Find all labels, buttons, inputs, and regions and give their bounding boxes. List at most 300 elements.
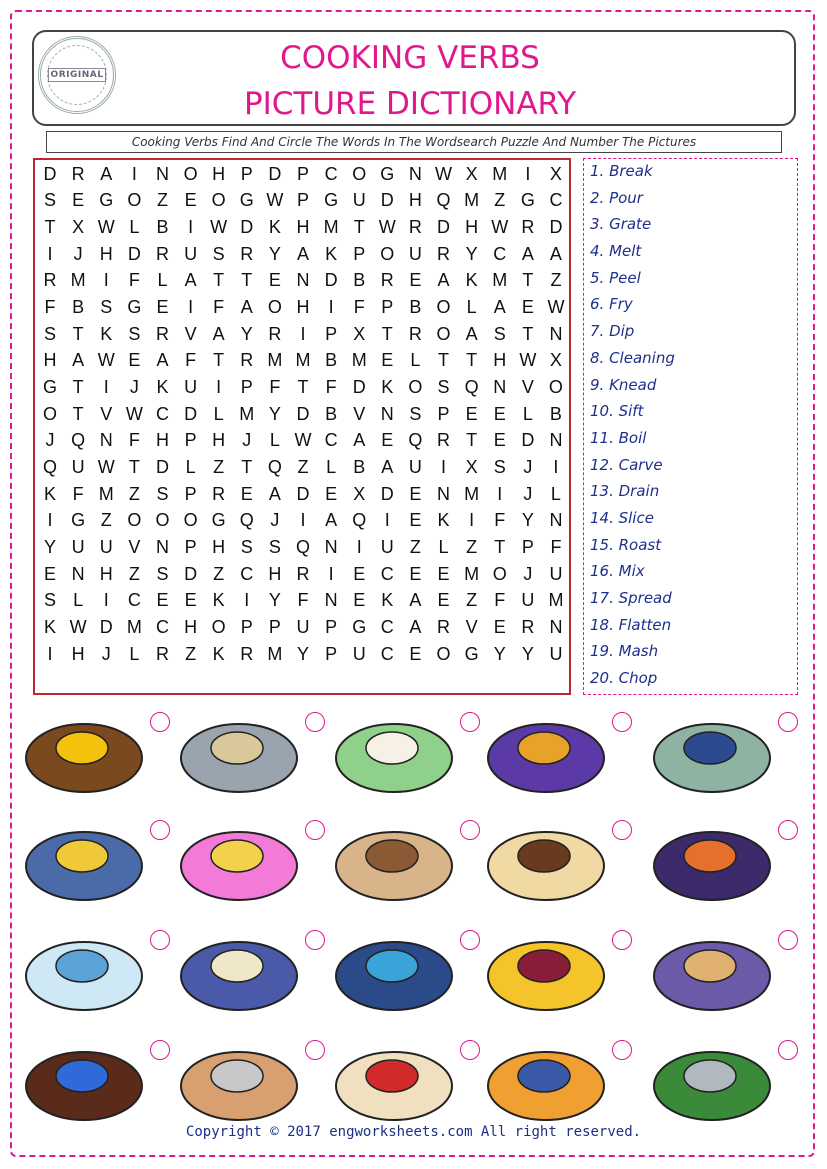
grid-letter[interactable]: K — [381, 377, 394, 398]
grid-letter[interactable]: N — [155, 536, 169, 557]
grid-letter[interactable]: H — [155, 430, 169, 451]
grid-letter[interactable]: P — [521, 536, 534, 557]
grid-letter[interactable]: M — [295, 350, 311, 371]
grid-letter[interactable]: P — [381, 297, 394, 318]
grid-letter[interactable]: H — [408, 190, 422, 211]
grid-letter[interactable]: C — [549, 190, 563, 211]
grid-letter[interactable]: E — [381, 350, 394, 371]
grid-letter[interactable]: V — [353, 403, 366, 424]
grid-letter[interactable]: C — [155, 616, 169, 637]
grid-letter[interactable]: E — [409, 563, 422, 584]
grid-letter[interactable]: I — [356, 536, 362, 557]
grid-letter[interactable]: R — [521, 616, 535, 637]
grid-letter[interactable]: A — [437, 270, 450, 291]
grid-letter[interactable]: M — [464, 483, 480, 504]
grid-letter[interactable]: Y — [296, 643, 309, 664]
grid-letter[interactable]: I — [103, 377, 109, 398]
number-bubble[interactable] — [612, 930, 632, 950]
grid-letter[interactable]: U — [380, 536, 394, 557]
grid-letter[interactable]: K — [212, 643, 225, 664]
number-bubble[interactable] — [460, 930, 480, 950]
grid-letter[interactable]: L — [326, 456, 337, 477]
grid-letter[interactable]: A — [240, 297, 253, 318]
grid-letter[interactable]: E — [353, 590, 366, 611]
grid-letter[interactable]: K — [44, 483, 57, 504]
grid-letter[interactable]: A — [353, 430, 366, 451]
grid-letter[interactable]: L — [185, 456, 196, 477]
grid-letter[interactable]: Q — [408, 430, 423, 451]
grid-letter[interactable]: G — [239, 190, 254, 211]
grid-letter[interactable]: S — [44, 190, 57, 211]
grid-letter[interactable]: I — [553, 456, 559, 477]
grid-letter[interactable]: Y — [465, 243, 478, 264]
grid-letter[interactable]: R — [380, 270, 394, 291]
grid-letter[interactable]: O — [127, 190, 142, 211]
grid-letter[interactable]: Y — [268, 243, 281, 264]
grid-letter[interactable]: Y — [521, 510, 534, 531]
grid-letter[interactable]: O — [211, 616, 226, 637]
grid-letter[interactable]: F — [72, 483, 84, 504]
grid-letter[interactable]: I — [103, 590, 109, 611]
grid-letter[interactable]: S — [44, 590, 57, 611]
grid-letter[interactable]: N — [408, 163, 422, 184]
grid-letter[interactable]: P — [184, 483, 197, 504]
grid-letter[interactable]: T — [353, 217, 365, 238]
grid-letter[interactable]: L — [213, 403, 224, 424]
grid-letter[interactable]: E — [353, 563, 366, 584]
grid-letter[interactable]: X — [549, 163, 562, 184]
grid-letter[interactable]: N — [324, 536, 338, 557]
grid-letter[interactable]: J — [523, 456, 533, 477]
grid-letter[interactable]: N — [155, 163, 169, 184]
number-bubble[interactable] — [778, 712, 798, 732]
grid-letter[interactable]: T — [466, 350, 478, 371]
grid-letter[interactable]: F — [325, 377, 337, 398]
grid-letter[interactable] — [148, 667, 176, 694]
grid-letter[interactable]: E — [493, 403, 506, 424]
grid-letter[interactable]: U — [352, 190, 366, 211]
number-bubble[interactable] — [612, 1040, 632, 1060]
grid-letter[interactable]: L — [410, 350, 421, 371]
grid-letter[interactable]: O — [183, 510, 198, 531]
grid-letter[interactable]: A — [521, 243, 534, 264]
grid-letter[interactable]: O — [155, 510, 170, 531]
grid-letter[interactable]: S — [128, 323, 141, 344]
grid-letter[interactable]: T — [213, 350, 225, 371]
grid-letter[interactable]: Z — [100, 510, 112, 531]
grid-letter[interactable]: E — [72, 190, 85, 211]
grid-letter[interactable]: R — [437, 243, 451, 264]
grid-letter[interactable]: G — [211, 510, 226, 531]
grid-letter[interactable]: U — [99, 536, 113, 557]
grid-letter[interactable]: U — [521, 590, 535, 611]
grid-letter[interactable]: J — [523, 563, 533, 584]
grid-letter[interactable]: M — [267, 643, 283, 664]
grid-letter[interactable]: T — [128, 456, 140, 477]
grid-letter[interactable] — [92, 667, 120, 694]
grid-letter[interactable]: I — [328, 297, 334, 318]
grid-letter[interactable]: D — [380, 483, 394, 504]
grid-letter[interactable]: U — [408, 456, 422, 477]
grid-letter[interactable]: A — [296, 243, 309, 264]
grid-letter[interactable] — [373, 667, 401, 694]
grid-letter[interactable]: F — [128, 270, 140, 291]
grid-letter[interactable]: Q — [464, 377, 479, 398]
grid-letter[interactable]: P — [268, 616, 281, 637]
grid-letter[interactable] — [205, 667, 233, 694]
grid-letter[interactable]: P — [296, 190, 309, 211]
grid-letter[interactable]: F — [213, 297, 225, 318]
grid-letter[interactable]: D — [268, 163, 282, 184]
grid-letter[interactable]: D — [352, 377, 366, 398]
grid-letter[interactable]: K — [465, 270, 478, 291]
grid-letter[interactable]: A — [549, 243, 562, 264]
grid-letter[interactable]: H — [99, 243, 113, 264]
grid-letter[interactable]: T — [494, 536, 506, 557]
grid-letter[interactable]: S — [493, 323, 506, 344]
grid-letter[interactable]: M — [548, 590, 564, 611]
grid-letter[interactable]: E — [156, 590, 169, 611]
grid-letter[interactable]: C — [493, 243, 507, 264]
grid-letter[interactable]: S — [409, 403, 422, 424]
grid-letter[interactable]: D — [240, 217, 254, 238]
grid-letter[interactable]: X — [353, 483, 366, 504]
grid-letter[interactable] — [64, 667, 92, 694]
grid-letter[interactable]: S — [100, 297, 113, 318]
grid-letter[interactable]: B — [549, 403, 562, 424]
grid-letter[interactable]: O — [43, 403, 58, 424]
grid-letter[interactable]: S — [493, 456, 506, 477]
grid-letter[interactable]: O — [127, 510, 142, 531]
grid-letter[interactable]: B — [72, 297, 85, 318]
grid-letter[interactable]: R — [212, 483, 226, 504]
grid-letter[interactable]: X — [72, 217, 85, 238]
grid-letter[interactable]: E — [381, 430, 394, 451]
grid-letter[interactable]: F — [494, 510, 506, 531]
grid-letter[interactable]: R — [71, 163, 85, 184]
grid-letter[interactable]: P — [240, 163, 253, 184]
grid-letter[interactable]: N — [549, 510, 563, 531]
grid-letter[interactable]: R — [240, 350, 254, 371]
grid-letter[interactable]: Z — [409, 536, 421, 557]
number-bubble[interactable] — [778, 930, 798, 950]
grid-letter[interactable]: S — [268, 536, 281, 557]
grid-letter[interactable]: T — [72, 403, 84, 424]
grid-letter[interactable]: R — [521, 217, 535, 238]
grid-letter[interactable]: E — [409, 643, 422, 664]
grid-letter[interactable]: Z — [156, 190, 168, 211]
grid-letter[interactable]: U — [549, 563, 563, 584]
number-bubble[interactable] — [460, 820, 480, 840]
grid-letter[interactable]: Q — [295, 536, 310, 557]
grid-letter[interactable]: L — [129, 217, 140, 238]
grid-letter[interactable]: P — [184, 536, 197, 557]
grid-letter[interactable]: G — [464, 643, 479, 664]
grid-letter[interactable]: M — [323, 217, 339, 238]
number-bubble[interactable] — [612, 820, 632, 840]
number-bubble[interactable] — [778, 820, 798, 840]
grid-letter[interactable]: O — [548, 377, 563, 398]
grid-letter[interactable]: V — [184, 323, 197, 344]
grid-letter[interactable] — [542, 667, 570, 694]
grid-letter[interactable]: J — [270, 510, 280, 531]
grid-letter[interactable]: Z — [128, 483, 140, 504]
grid-letter[interactable]: J — [523, 483, 533, 504]
grid-letter[interactable]: E — [156, 297, 169, 318]
grid-letter[interactable]: L — [73, 590, 84, 611]
grid-letter[interactable] — [177, 667, 205, 694]
grid-letter[interactable]: A — [493, 297, 506, 318]
grid-letter[interactable]: M — [464, 190, 480, 211]
grid-letter[interactable]: T — [241, 456, 253, 477]
grid-letter[interactable]: H — [493, 350, 507, 371]
grid-letter[interactable]: M — [464, 563, 480, 584]
grid-letter[interactable] — [429, 667, 457, 694]
grid-letter[interactable]: V — [521, 377, 534, 398]
grid-letter[interactable]: N — [549, 616, 563, 637]
grid-letter[interactable]: U — [296, 616, 310, 637]
grid-letter[interactable]: C — [155, 403, 169, 424]
grid-letter[interactable]: E — [465, 403, 478, 424]
grid-letter[interactable]: R — [155, 323, 169, 344]
grid-letter[interactable] — [317, 667, 345, 694]
grid-letter[interactable]: R — [240, 643, 254, 664]
number-bubble[interactable] — [778, 1040, 798, 1060]
grid-letter[interactable]: T — [381, 323, 393, 344]
grid-letter[interactable]: R — [408, 323, 422, 344]
grid-letter[interactable]: Z — [550, 270, 562, 291]
grid-letter[interactable] — [458, 667, 486, 694]
grid-letter[interactable]: U — [352, 643, 366, 664]
grid-letter[interactable]: Z — [213, 563, 225, 584]
grid-letter[interactable]: O — [267, 297, 282, 318]
grid-letter[interactable]: D — [296, 403, 310, 424]
grid-letter[interactable]: H — [212, 163, 226, 184]
grid-letter[interactable]: X — [465, 163, 478, 184]
grid-letter[interactable]: A — [184, 270, 197, 291]
grid-letter[interactable]: C — [380, 563, 394, 584]
grid-letter[interactable]: F — [353, 297, 365, 318]
grid-letter[interactable]: Y — [493, 643, 506, 664]
grid-letter[interactable]: S — [437, 377, 450, 398]
grid-letter[interactable]: D — [99, 616, 113, 637]
grid-letter[interactable]: O — [408, 377, 423, 398]
grid-letter[interactable] — [233, 667, 261, 694]
grid-letter[interactable]: E — [44, 563, 57, 584]
grid-letter[interactable]: R — [155, 243, 169, 264]
grid-letter[interactable]: W — [97, 350, 115, 371]
grid-letter[interactable]: T — [72, 323, 84, 344]
grid-letter[interactable]: E — [493, 616, 506, 637]
grid-letter[interactable]: T — [438, 350, 450, 371]
number-bubble[interactable] — [150, 1040, 170, 1060]
grid-letter[interactable]: L — [466, 297, 477, 318]
grid-letter[interactable]: M — [492, 163, 508, 184]
grid-letter[interactable]: U — [71, 456, 85, 477]
grid-letter[interactable]: A — [212, 323, 225, 344]
grid-letter[interactable]: F — [128, 430, 140, 451]
grid-letter[interactable]: O — [436, 323, 451, 344]
grid-letter[interactable]: O — [352, 163, 367, 184]
grid-letter[interactable]: S — [240, 536, 253, 557]
grid-letter[interactable]: I — [188, 217, 194, 238]
grid-letter[interactable]: Q — [352, 510, 367, 531]
number-bubble[interactable] — [150, 820, 170, 840]
grid-letter[interactable]: D — [549, 217, 563, 238]
grid-letter[interactable]: Y — [268, 590, 281, 611]
grid-letter[interactable]: V — [100, 403, 113, 424]
grid-letter[interactable]: O — [211, 190, 226, 211]
grid-letter[interactable]: Q — [267, 456, 282, 477]
grid-letter[interactable]: S — [212, 243, 225, 264]
grid-letter[interactable]: B — [353, 270, 366, 291]
grid-letter[interactable]: O — [436, 643, 451, 664]
grid-letter[interactable]: H — [296, 217, 310, 238]
grid-letter[interactable]: P — [184, 430, 197, 451]
grid-letter[interactable]: D — [127, 243, 141, 264]
grid-letter[interactable]: W — [435, 163, 453, 184]
number-bubble[interactable] — [305, 712, 325, 732]
grid-letter[interactable]: E — [184, 590, 197, 611]
grid-letter[interactable]: R — [43, 270, 57, 291]
grid-letter[interactable]: V — [465, 616, 478, 637]
grid-letter[interactable]: F — [297, 590, 309, 611]
grid-letter[interactable]: E — [268, 270, 281, 291]
grid-letter[interactable]: I — [216, 377, 222, 398]
grid-letter[interactable]: K — [381, 590, 394, 611]
grid-letter[interactable]: A — [325, 510, 338, 531]
grid-letter[interactable]: Y — [521, 643, 534, 664]
grid-letter[interactable]: O — [380, 243, 395, 264]
grid-letter[interactable]: R — [437, 430, 451, 451]
grid-letter[interactable]: M — [98, 483, 114, 504]
grid-letter[interactable]: A — [409, 616, 422, 637]
grid-letter[interactable]: D — [296, 483, 310, 504]
grid-letter[interactable]: I — [328, 563, 334, 584]
grid-letter[interactable]: W — [97, 456, 115, 477]
grid-letter[interactable]: K — [268, 217, 281, 238]
grid-letter[interactable]: H — [465, 217, 479, 238]
grid-letter[interactable]: Q — [71, 430, 86, 451]
grid-letter[interactable]: W — [266, 190, 284, 211]
grid-letter[interactable]: P — [437, 403, 450, 424]
grid-letter[interactable]: T — [522, 270, 534, 291]
grid-letter[interactable]: H — [212, 536, 226, 557]
grid-letter[interactable]: N — [493, 377, 507, 398]
grid-letter[interactable]: D — [184, 563, 198, 584]
grid-letter[interactable]: P — [296, 163, 309, 184]
grid-letter[interactable]: L — [157, 270, 168, 291]
grid-letter[interactable]: Q — [43, 456, 58, 477]
grid-letter[interactable]: I — [103, 270, 109, 291]
grid-letter[interactable]: T — [44, 217, 56, 238]
grid-letter[interactable]: V — [128, 536, 141, 557]
grid-letter[interactable]: Z — [494, 190, 506, 211]
grid-letter[interactable]: F — [494, 590, 506, 611]
grid-letter[interactable]: E — [409, 510, 422, 531]
grid-letter[interactable]: F — [269, 377, 281, 398]
grid-letter[interactable]: N — [99, 430, 113, 451]
grid-letter[interactable] — [486, 667, 514, 694]
grid-letter[interactable]: B — [156, 217, 169, 238]
grid-letter[interactable]: P — [325, 643, 338, 664]
grid-letter[interactable]: P — [353, 243, 366, 264]
grid-letter[interactable]: M — [492, 270, 508, 291]
grid-letter[interactable]: D — [437, 217, 451, 238]
grid-letter[interactable]: I — [441, 456, 447, 477]
grid-letter[interactable]: H — [184, 616, 198, 637]
grid-letter[interactable]: H — [296, 297, 310, 318]
grid-letter[interactable]: E — [409, 270, 422, 291]
grid-letter[interactable]: I — [47, 643, 53, 664]
grid-letter[interactable]: I — [525, 163, 531, 184]
grid-letter[interactable]: Y — [240, 323, 253, 344]
grid-letter[interactable]: P — [240, 377, 253, 398]
grid-letter[interactable]: M — [267, 350, 283, 371]
grid-letter[interactable]: I — [188, 297, 194, 318]
grid-letter[interactable]: R — [437, 616, 451, 637]
grid-letter[interactable]: R — [408, 217, 422, 238]
grid-letter[interactable]: A — [409, 590, 422, 611]
grid-letter[interactable]: X — [549, 350, 562, 371]
grid-letter[interactable]: U — [184, 377, 198, 398]
grid-letter[interactable]: E — [325, 483, 338, 504]
grid-letter[interactable]: R — [155, 643, 169, 664]
grid-letter[interactable]: A — [72, 350, 85, 371]
grid-letter[interactable] — [514, 667, 542, 694]
grid-letter[interactable]: E — [409, 483, 422, 504]
number-bubble[interactable] — [460, 1040, 480, 1060]
grid-letter[interactable]: H — [268, 563, 282, 584]
grid-letter[interactable]: G — [352, 616, 367, 637]
grid-letter[interactable]: C — [127, 590, 141, 611]
grid-letter[interactable]: D — [521, 430, 535, 451]
grid-letter[interactable]: E — [184, 190, 197, 211]
grid-letter[interactable] — [36, 667, 64, 694]
grid-letter[interactable]: G — [99, 190, 114, 211]
grid-letter[interactable]: N — [296, 270, 310, 291]
grid-letter[interactable]: E — [437, 590, 450, 611]
grid-letter[interactable]: C — [380, 616, 394, 637]
grid-letter[interactable]: W — [547, 297, 565, 318]
grid-letter[interactable]: K — [325, 243, 338, 264]
grid-letter[interactable] — [401, 667, 429, 694]
grid-letter[interactable]: B — [353, 456, 366, 477]
grid-letter[interactable]: F — [550, 536, 562, 557]
grid-letter[interactable]: N — [71, 563, 85, 584]
grid-letter[interactable]: L — [269, 430, 280, 451]
grid-letter[interactable]: D — [324, 270, 338, 291]
grid-letter[interactable]: B — [325, 350, 338, 371]
grid-letter[interactable]: T — [466, 430, 478, 451]
grid-letter[interactable]: B — [325, 403, 338, 424]
grid-letter[interactable]: R — [296, 563, 310, 584]
grid-letter[interactable]: I — [469, 510, 475, 531]
grid-letter[interactable]: K — [212, 590, 225, 611]
grid-letter[interactable]: C — [324, 163, 338, 184]
grid-letter[interactable]: W — [491, 217, 509, 238]
grid-letter[interactable]: T — [522, 323, 534, 344]
grid-letter[interactable]: J — [242, 430, 252, 451]
grid-letter[interactable]: Z — [185, 643, 197, 664]
number-bubble[interactable] — [612, 712, 632, 732]
grid-letter[interactable]: I — [300, 510, 306, 531]
grid-letter[interactable]: E — [493, 430, 506, 451]
grid-letter[interactable]: M — [351, 350, 367, 371]
grid-letter[interactable]: N — [549, 430, 563, 451]
grid-letter[interactable]: G — [380, 163, 395, 184]
grid-letter[interactable]: X — [465, 456, 478, 477]
